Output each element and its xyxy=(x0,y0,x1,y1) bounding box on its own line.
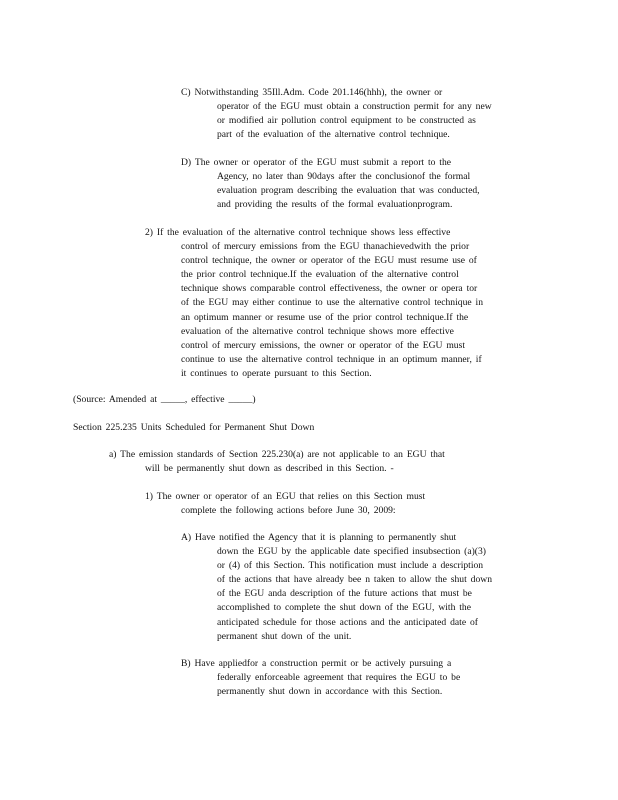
text-line: it continues to operate pursuant to this Section. xyxy=(181,367,372,379)
text-line: 1) The owner or operator of an EGU that relies on this Section must xyxy=(145,491,426,502)
text-line: down the EGU by the applicable date specified insubsection (a)(3) xyxy=(217,546,486,558)
text-line: anticipated schedule for those actions and the anticipated date of xyxy=(217,616,478,628)
text-line: the prior control technique.If the evaluation of the alternative control xyxy=(181,269,459,281)
text-line: permanently shut down in accordance with this Section. xyxy=(217,686,443,698)
text-line: Section 225.235 Units Scheduled for Permanent Shut Down xyxy=(73,422,315,433)
subsection-a xyxy=(109,448,445,476)
text-line: control of mercury emissions from the EGU thanachievedwith the prior xyxy=(181,241,470,253)
text-line: a) The emission standards of Section 225.230(a) are not applicable to an EGU that xyxy=(109,449,445,460)
source-note xyxy=(73,393,256,407)
section-heading xyxy=(73,421,314,435)
text-line: continue to use the alternative control technique in an optimum manner, if xyxy=(181,353,482,365)
text-line: complete the following actions before June 30, 2009: xyxy=(181,505,396,517)
text-line: of the EGU anda description of the future actions that must be xyxy=(217,588,472,600)
text-line: A) Have notified the Agency that it is planning to permanently shut xyxy=(181,532,457,543)
subparagraph-b xyxy=(181,657,460,699)
text-line: technique shows comparable control effectiveness, the owner or opera tor xyxy=(181,283,478,295)
text-line: evaluation of the alternative control technique shows more effective xyxy=(181,325,454,337)
text-line: part of the evaluation of the alternative control technique. xyxy=(217,129,450,141)
subparagraph-d xyxy=(181,156,480,212)
subparagraph-c xyxy=(181,86,492,142)
text-line: of the actions that have already bee n taken to allow the shut down xyxy=(217,574,492,586)
text-line: operator of the EGU must obtain a construction permit for any new xyxy=(217,101,492,113)
text-line: federally enforceable agreement that requires the EGU to be xyxy=(217,672,461,684)
text-line: C) Notwithstanding 35Ill.Adm. Code 201.146(hhh), the owner or xyxy=(181,87,443,98)
paragraph-1 xyxy=(145,490,425,518)
text-line: D) The owner or operator of the EGU must submit a report to the xyxy=(181,157,452,168)
paragraph-2 xyxy=(145,226,483,381)
text-line: Agency, no later than 90days after the conclusionof the formal xyxy=(217,171,471,183)
text-line: control of mercury emissions, the owner or operator of the EGU must xyxy=(181,339,465,351)
text-line: evaluation program describing the evaluation that was conducted, xyxy=(217,185,480,197)
text-line: an optimum manner or resume use of the prior control technique.If the xyxy=(181,311,469,323)
text-line: B) Have appliedfor a construction permit or be actively pursuing a xyxy=(181,658,452,669)
text-line: or (4) of this Section. This notification must include a description xyxy=(217,560,484,572)
text-line: (Source: Amended at _____, effective _____) xyxy=(73,394,256,405)
text-line: of the EGU may either continue to use the alternative control technique in xyxy=(181,297,483,309)
text-line: and providing the results of the formal evaluationprogram. xyxy=(217,199,453,211)
text-line: permanent shut down of the unit. xyxy=(217,630,352,642)
text-line: will be permanently shut down as described in this Section. - xyxy=(145,463,394,475)
text-line: or modified air pollution control equipment to be constructed as xyxy=(217,115,476,127)
text-line: control technique, the owner or operator of the EGU must resume use of xyxy=(181,255,477,267)
text-line: accomplished to complete the shut down of the EGU, with the xyxy=(217,602,471,614)
subparagraph-a xyxy=(181,531,492,644)
text-line: 2) If the evaluation of the alternative control technique shows less effective xyxy=(145,227,451,238)
